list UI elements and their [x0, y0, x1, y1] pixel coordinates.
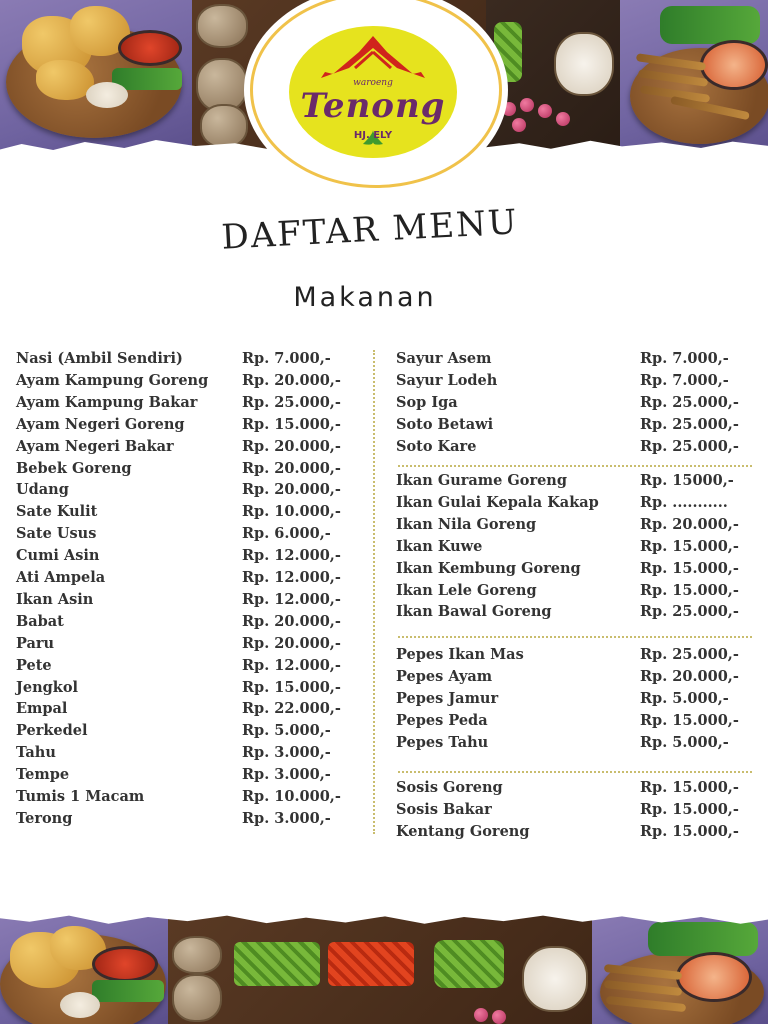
menu-item — [396, 644, 761, 666]
menu-item-price: Rp. 25.000,- — [242, 393, 341, 411]
menu-item-name: Sayur Lodeh — [396, 371, 498, 389]
menu-item-price: Rp. 12.000,- — [242, 656, 341, 674]
menu-item — [396, 470, 761, 492]
menu-item — [16, 698, 366, 720]
menu-item-price: Rp. 20.000,- — [242, 437, 341, 455]
menu-item — [396, 688, 761, 710]
menu-item-name: Sosis Goreng — [396, 779, 503, 796]
page-title: DAFTAR MENU — [220, 202, 520, 258]
menu-item-price: Rp. 3.000,- — [242, 766, 331, 784]
menu-item-price: Rp. 15.000,- — [640, 779, 739, 796]
menu-item-name: Sate Usus — [16, 525, 97, 543]
menu-item — [16, 545, 366, 567]
menu-item-price: Rp. 12.000,- — [242, 590, 341, 608]
menu-item-price: Rp. 15.000,- — [640, 822, 739, 840]
logo-subtext: HJ. ELY — [353, 130, 393, 141]
menu-item — [396, 536, 761, 558]
menu-item-name: Ikan Kembung Goreng — [396, 559, 581, 577]
menu-item-name: Sop Iga — [396, 393, 458, 411]
menu-item-price: Rp. 20.000,- — [242, 459, 341, 477]
menu-item-price: Rp. 15.000,- — [640, 711, 739, 729]
menu-item-price: Rp. 20.000,- — [242, 371, 341, 389]
menu-item-price: Rp. 20.000,- — [242, 634, 341, 652]
menu-item — [16, 567, 366, 589]
menu-item-name: Pepes Jamur — [396, 689, 499, 707]
menu-item-name: Ikan Asin — [16, 590, 94, 608]
menu-item-price: Rp. 25.000,- — [640, 393, 739, 411]
logo-small-text: waroeng — [353, 78, 393, 88]
satay-photo — [620, 0, 768, 160]
menu-item-name: Pete — [16, 656, 52, 674]
menu-item-price: Rp. 12.000,- — [242, 547, 341, 565]
menu-item-name: Soto Kare — [396, 437, 477, 455]
restaurant-logo — [289, 26, 457, 158]
menu-item-price: Rp. 25.000,- — [640, 603, 739, 621]
menu-item — [396, 558, 761, 580]
menu-item — [396, 414, 761, 436]
menu-item-price: Rp. 15.000,- — [242, 678, 341, 696]
menu-item-price: Rp. 25.000,- — [640, 415, 739, 433]
menu-item-price: Rp. 7.000,- — [242, 350, 331, 367]
menu-item — [16, 392, 366, 414]
menu-item — [396, 601, 761, 623]
menu-item-name: Ayam Kampung Goreng — [16, 371, 209, 389]
menu-item-name: Kentang Goreng — [396, 822, 530, 840]
menu-item — [16, 677, 366, 699]
menu-item — [396, 732, 761, 754]
menu-item-name: Pepes Ayam — [396, 667, 493, 685]
menu-item — [396, 348, 761, 370]
menu-item-name: Empal — [16, 700, 68, 718]
menu-item-name: Ayam Kampung Bakar — [16, 393, 198, 411]
menu-item-name: Ikan Nila Goreng — [396, 515, 537, 533]
menu-item-price: Rp. 25.000,- — [640, 437, 739, 455]
section-divider — [398, 636, 752, 638]
satay-photo — [592, 912, 768, 1024]
menu-item-price: Rp. 5.000,- — [640, 689, 729, 707]
menu-item-name: Pepes Tahu — [396, 733, 489, 751]
menu-item-price: Rp. 10.000,- — [242, 788, 341, 805]
menu-item — [16, 611, 366, 633]
menu-item-price: Rp. 6.000,- — [242, 525, 331, 543]
menu-item-price: Rp. ........... — [640, 493, 728, 511]
menu-item — [16, 348, 366, 370]
menu-item-price: Rp. 5.000,- — [242, 722, 331, 740]
menu-item — [396, 370, 761, 392]
menu-item — [16, 589, 366, 611]
menu-item-name: Pepes Ikan Mas — [396, 646, 524, 663]
menu-item-price: Rp. 15.000,- — [640, 581, 739, 599]
menu-item-name: Perkedel — [16, 722, 88, 740]
menu-item — [16, 655, 366, 677]
menu-item-name: Soto Betawi — [396, 415, 494, 433]
menu-item-name: Sosis Bakar — [396, 800, 492, 818]
menu-item-name: Tahu — [16, 744, 56, 762]
menu-item-name: Babat — [16, 612, 64, 630]
menu-item-price: Rp. 25.000,- — [640, 646, 739, 663]
menu-item — [16, 501, 366, 523]
menu-item — [396, 710, 761, 732]
menu-item — [396, 799, 761, 821]
menu-item-price: Rp. 22.000,- — [242, 700, 341, 718]
menu-item-name: Udang — [16, 481, 69, 499]
menu-item-name: Tempe — [16, 766, 70, 784]
menu-item-price: Rp. 12.000,- — [242, 569, 341, 586]
menu-item — [16, 523, 366, 545]
menu-item-price: Rp. 15.000,- — [242, 415, 341, 433]
menu-item-price: Rp. 15.000,- — [640, 537, 739, 555]
menu-item — [396, 392, 761, 414]
menu-item-name: Ikan Gurame Goreng — [396, 472, 567, 489]
menu-item-name: Ati Ampela — [16, 569, 106, 586]
menu-item — [16, 786, 366, 808]
menu-item-name: Nasi (Ambil Sendiri) — [16, 350, 183, 367]
menu-item — [16, 370, 366, 392]
menu-item-name: Paru — [16, 634, 55, 652]
menu-item — [396, 580, 761, 602]
menu-item — [16, 436, 366, 458]
menu-item-name: Cumi Asin — [16, 547, 100, 565]
menu-item — [396, 666, 761, 688]
menu-item — [16, 479, 366, 501]
menu-item-name: Terong — [16, 809, 73, 827]
chili-and-onion-photo — [486, 0, 620, 160]
menu-item-name: Ikan Bawal Goreng — [396, 603, 552, 621]
fried-chicken-photo — [0, 912, 168, 1024]
menu-item — [396, 777, 761, 799]
menu-item — [16, 414, 366, 436]
menu-item-name: Ikan Gulai Kepala Kakap — [396, 493, 599, 511]
menu-item-name: Ikan Lele Goreng — [396, 581, 537, 599]
menu-item-price: Rp. 15.000,- — [640, 559, 739, 577]
menu-item — [16, 742, 366, 764]
menu-item — [16, 458, 366, 480]
menu-item-name: Bebek Goreng — [16, 459, 132, 477]
column-divider — [373, 350, 375, 834]
menu-item-price: Rp. 20.000,- — [640, 515, 739, 533]
section-divider — [398, 771, 752, 773]
section-divider — [398, 465, 752, 467]
menu-item-name: Tumis 1 Macam — [16, 788, 145, 805]
menu-item-price: Rp. 3.000,- — [242, 744, 331, 762]
bottom-food-photo-banner — [0, 912, 768, 1024]
menu-item-price: Rp. 10.000,- — [242, 503, 341, 521]
menu-item-price: Rp. 20.000,- — [640, 667, 739, 685]
menu-item — [396, 492, 761, 514]
menu-item-name: Sayur Asem — [396, 350, 492, 367]
menu-item-price: Rp. 20.000,- — [242, 481, 341, 499]
menu-item — [396, 514, 761, 536]
menu-item — [16, 633, 366, 655]
menu-item — [16, 808, 366, 830]
menu-item-name: Pepes Peda — [396, 711, 488, 729]
menu-item-price: Rp. 15000,- — [640, 472, 734, 489]
fried-chicken-photo — [0, 0, 192, 160]
menu-item-name: Ayam Negeri Goreng — [16, 415, 185, 433]
menu-item-name: Sate Kulit — [16, 503, 98, 521]
menu-item-price: Rp. 5.000,- — [640, 733, 729, 751]
logo-name: Tenong — [300, 86, 446, 126]
menu-item — [16, 764, 366, 786]
menu-item — [396, 821, 761, 843]
menu-item-price: Rp. 3.000,- — [242, 809, 331, 827]
ingredients-photo — [168, 912, 592, 1024]
menu-item-price: Rp. 7.000,- — [640, 371, 729, 389]
menu-item — [16, 720, 366, 742]
menu-item-name: Ikan Kuwe — [396, 537, 483, 555]
menu-item-price: Rp. 7.000,- — [640, 350, 729, 367]
menu-item-name: Ayam Negeri Bakar — [16, 437, 174, 455]
menu-item-price: Rp. 15.000,- — [640, 800, 739, 818]
menu-item — [396, 436, 761, 458]
menu-item-name: Jengkol — [16, 678, 78, 696]
menu-item-price: Rp. 20.000,- — [242, 612, 341, 630]
section-subtitle: Makanan — [293, 282, 437, 313]
